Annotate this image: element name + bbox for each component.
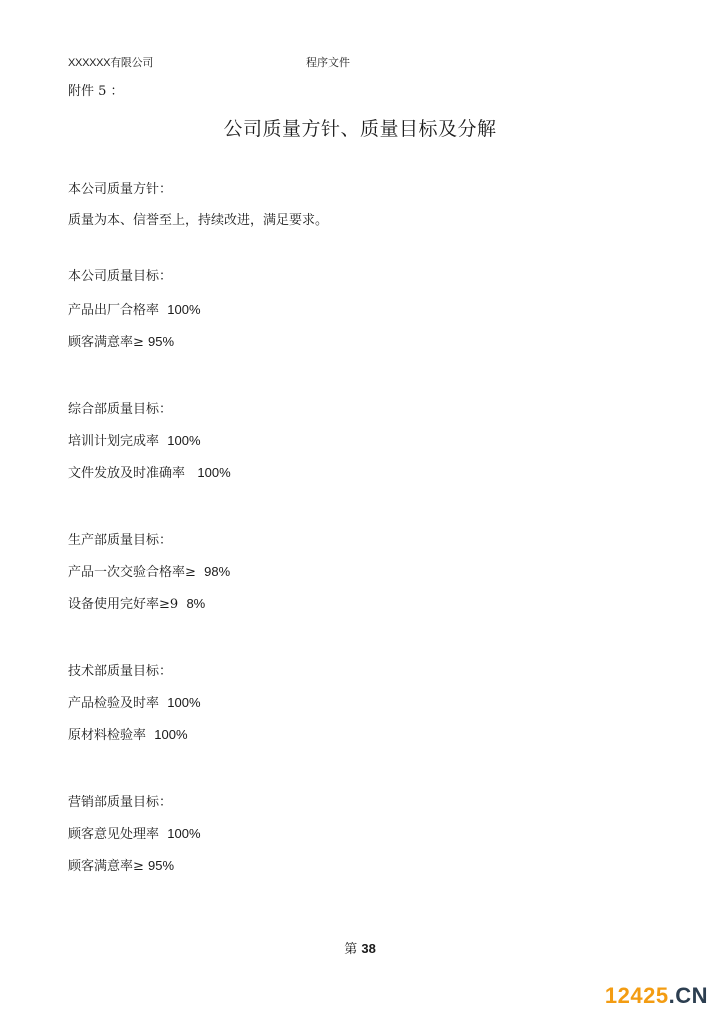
goal-item (68, 462, 231, 481)
site-logo (605, 983, 708, 1009)
goal-label: 顾客满意率≥ (68, 335, 144, 350)
goal-value: 8% (186, 596, 206, 611)
goal-value: 100% (167, 433, 201, 448)
tech-dept-heading: 技术部质量目标： (68, 664, 173, 679)
goal-item (68, 823, 201, 842)
goal-item (68, 299, 201, 318)
page-number: 38 (361, 941, 376, 956)
header-doc-type: 程序文件 (306, 56, 350, 69)
goal-value: 98% (204, 564, 231, 579)
goal-value: 95% (148, 858, 175, 873)
goal-value: 95% (148, 334, 175, 349)
goal-label: 文件发放及时准确率 (68, 466, 186, 481)
goal-label: 产品检验及时率 (68, 696, 160, 711)
logo-digits: 12425 (604, 983, 669, 1008)
goal-value: 100% (154, 727, 188, 742)
goal-value: 100% (167, 826, 201, 841)
page-number-prefix: 第 (344, 942, 358, 957)
goal-label: 顾客满意率≥ (68, 859, 144, 874)
goal-label: 产品出厂合格率 (68, 303, 160, 318)
goal-item (68, 331, 174, 350)
goal-label: 设备使用完好率≥9 (68, 597, 179, 612)
goal-item (68, 692, 201, 711)
policy-heading: 本公司质量方针： (68, 182, 173, 197)
goal-item (68, 724, 188, 743)
production-dept-heading: 生产部质量目标： (68, 533, 173, 548)
goal-item (68, 561, 230, 580)
goal-item (68, 593, 205, 612)
goal-item (68, 855, 174, 874)
attachment-label: 附件 5 ： (68, 84, 124, 99)
goal-value: 100% (167, 302, 201, 317)
logo-domain: .CN (668, 983, 708, 1008)
goal-label: 培训计划完成率 (68, 434, 160, 449)
goal-label: 顾客意见处理率 (68, 827, 160, 842)
goal-label: 产品一次交验合格率≥ (68, 565, 196, 580)
goal-value: 100% (197, 465, 231, 480)
general-dept-heading: 综合部质量目标： (68, 402, 173, 417)
page-title: 公司质量方针、质量目标及分解 (223, 118, 497, 140)
company-goals-heading: 本公司质量目标： (68, 269, 173, 284)
goal-value: 100% (167, 695, 201, 710)
sales-dept-heading: 营销部质量目标： (68, 795, 173, 810)
goal-item (68, 430, 201, 449)
page-footer (0, 938, 720, 957)
header-company: XXXXXX有限公司 (68, 57, 154, 69)
policy-text: 质量为本、信誉至上，持续改进，满足要求。 (68, 213, 329, 228)
goal-label: 原材料检验率 (68, 728, 147, 743)
